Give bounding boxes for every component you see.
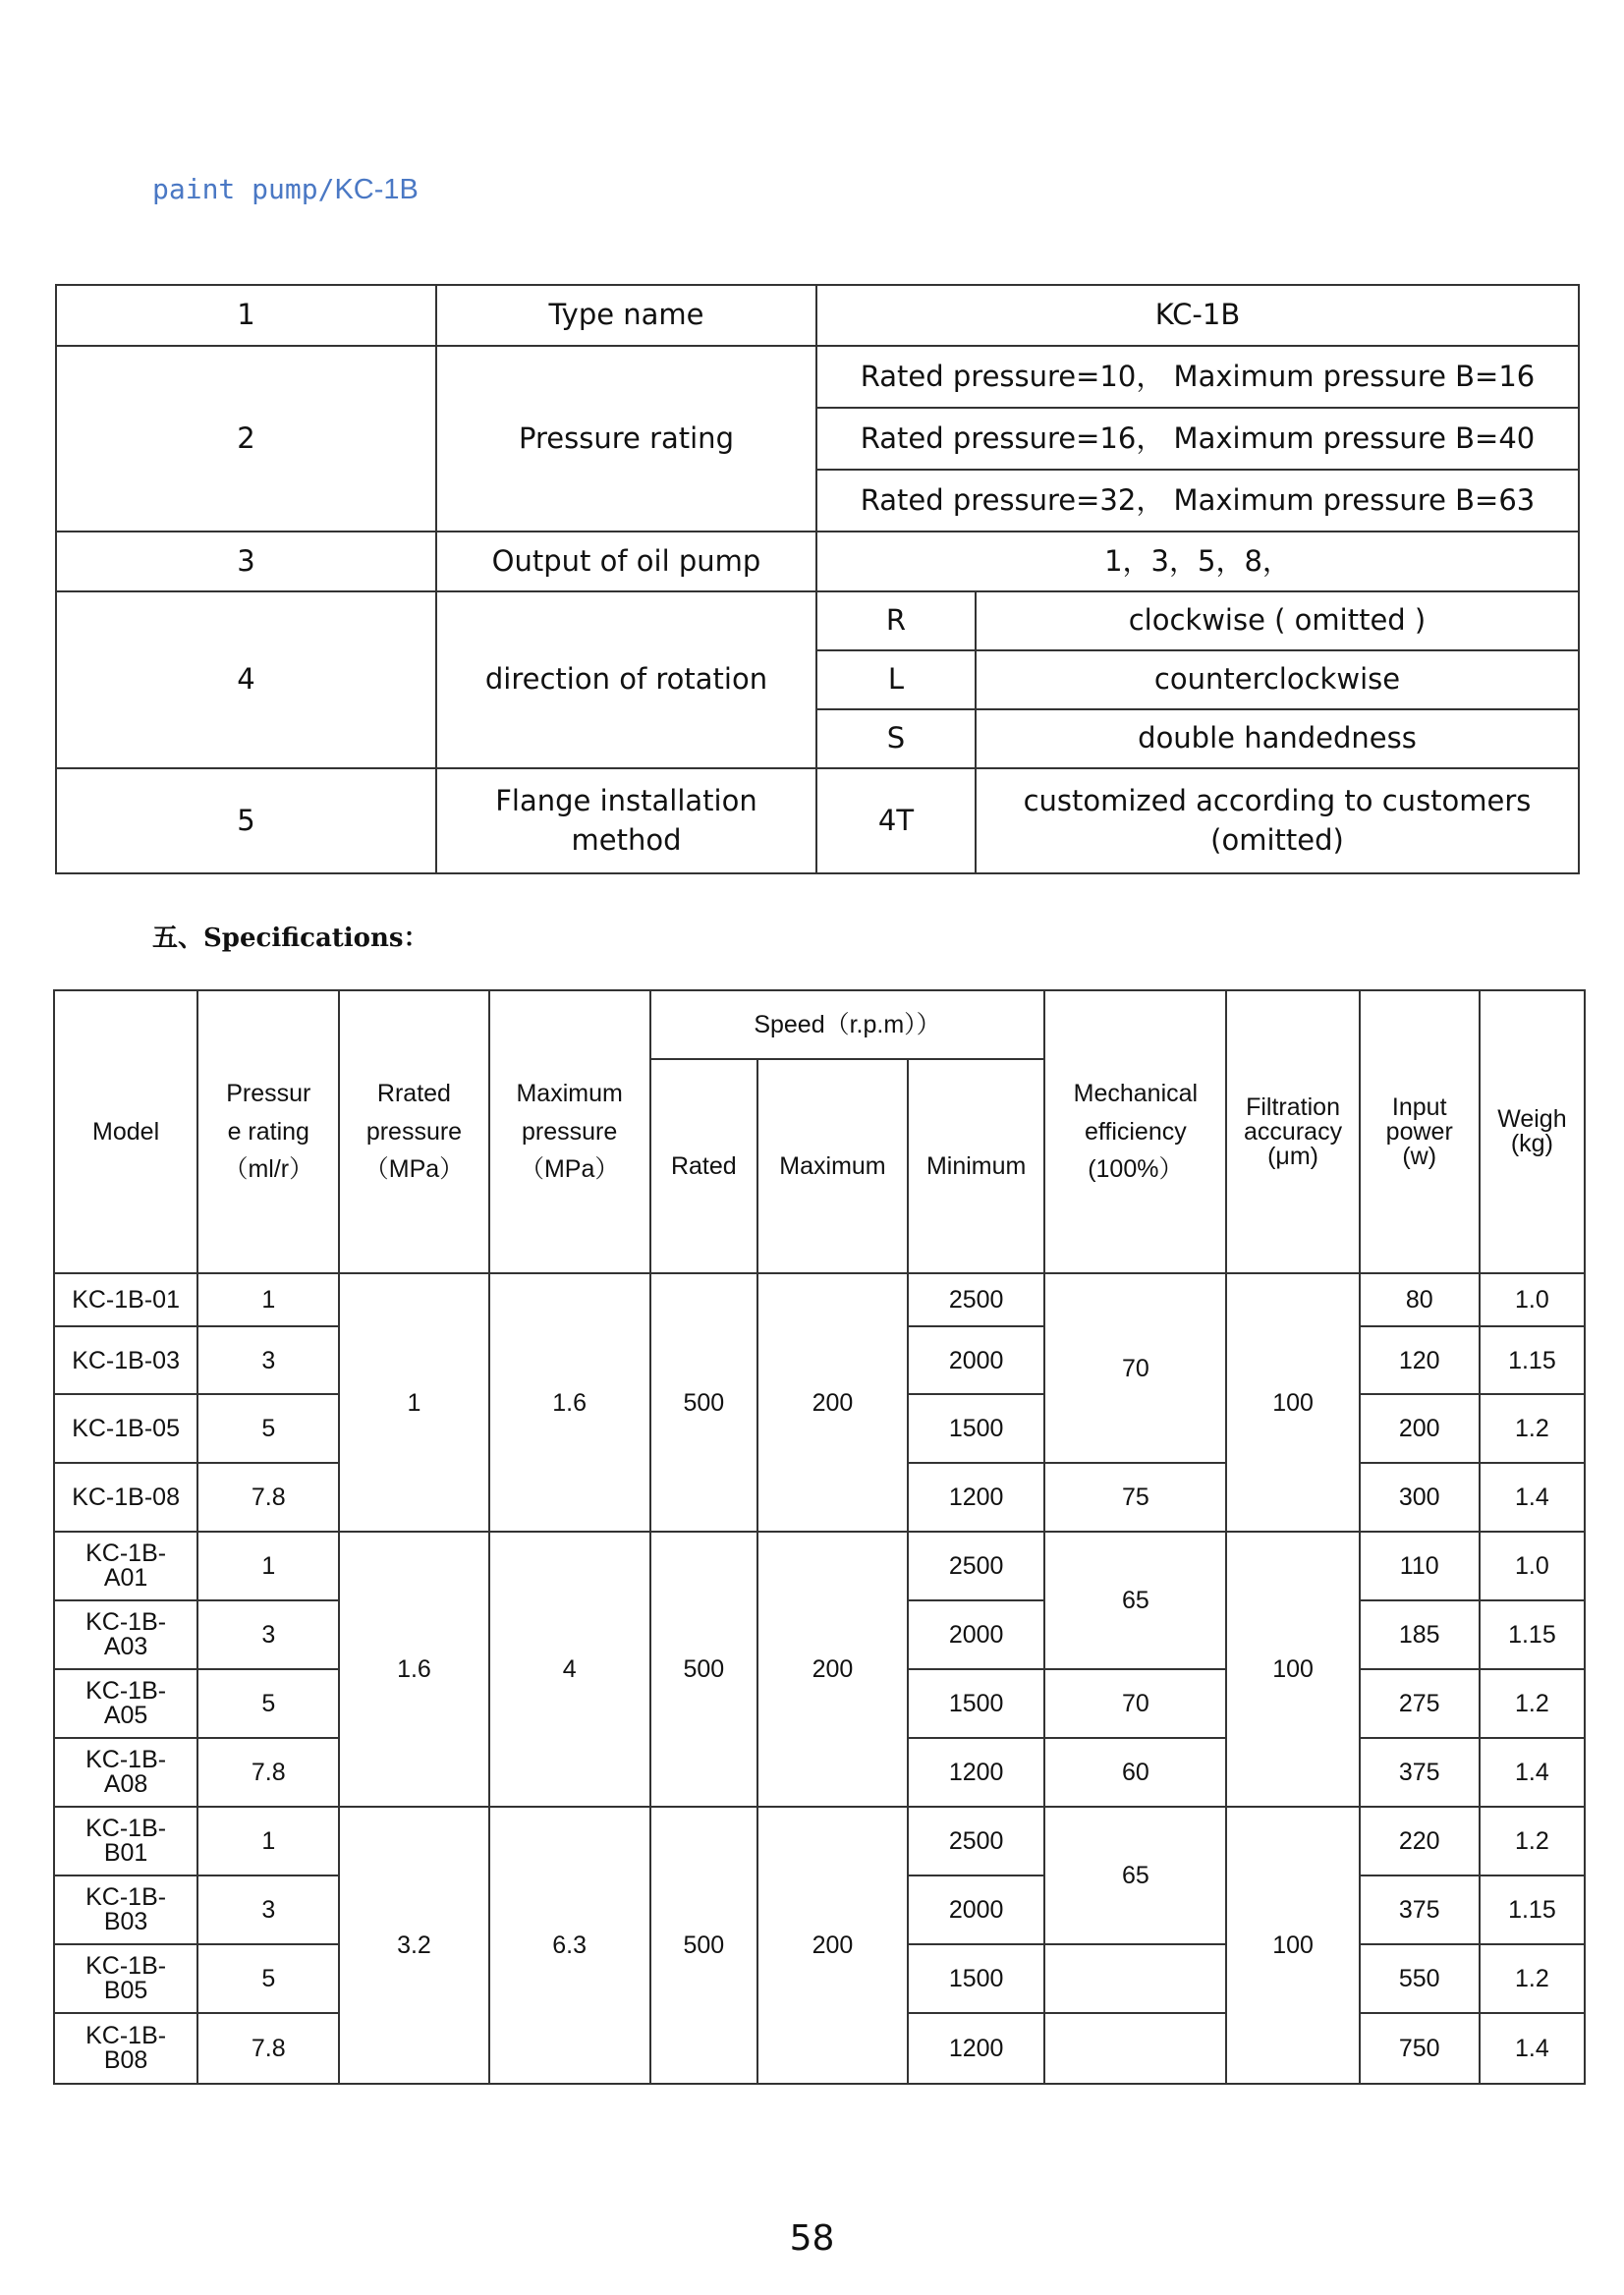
min-speed-cell: 2500 [908,1807,1044,1875]
header-line: Input [1391,1092,1447,1121]
header-speed-rated: Rated [650,1059,757,1273]
max-speed-cell: 200 [757,1273,908,1532]
page-number: 58 [789,2218,835,2259]
header-line: (kg) [1510,1130,1553,1157]
min-speed-cell: 2000 [908,1875,1044,1944]
header-line: Rrated [376,1079,451,1107]
header-line: (w) [1402,1142,1437,1170]
header-rated-pressure [339,990,488,1273]
model-cell: KC-1B-01 [54,1273,197,1326]
power-cell: 275 [1360,1669,1480,1738]
weight-cell: 1.4 [1480,1738,1585,1807]
model-line: A05 [103,1702,148,1729]
displacement-cell: 7.8 [197,1463,339,1532]
min-speed-cell: 1200 [908,2013,1044,2084]
min-speed-cell: 1500 [908,1944,1044,2013]
header-pressure-rating [197,990,339,1273]
max-speed-cell: 200 [757,1532,908,1807]
model-cell [54,1807,197,1875]
filtration-cell: 100 [1226,1532,1359,1807]
displacement-cell: 1 [197,1532,339,1600]
rated-pressure-cell: 1 [339,1273,488,1532]
table-row [56,591,1579,650]
power-cell: 750 [1360,2013,1480,2084]
header-line: Filtration [1246,1092,1340,1121]
header-filtration [1226,990,1359,1273]
model-cell: KC-1B-03 [54,1326,197,1394]
rated-speed-cell: 500 [650,1532,757,1807]
weight-cell: 1.0 [1480,1273,1585,1326]
power-cell: 300 [1360,1463,1480,1532]
weight-cell: 1.0 [1480,1532,1585,1600]
displacement-cell: 5 [197,1394,339,1463]
efficiency-cell-empty [1044,2013,1226,2084]
min-speed-cell: 2500 [908,1532,1044,1600]
header-max-pressure [489,990,650,1273]
power-cell: 200 [1360,1394,1480,1463]
weight-cell: 1.2 [1480,1394,1585,1463]
power-cell: 375 [1360,1875,1480,1944]
min-speed-cell: 1500 [908,1669,1044,1738]
rated-pressure-cell: 3.2 [339,1807,488,2084]
displacement-cell: 7.8 [197,1738,339,1807]
weight-cell: 1.4 [1480,2013,1585,2084]
table-row [56,768,1579,873]
header-line: efficiency [1084,1117,1187,1146]
power-cell: 550 [1360,1944,1480,2013]
rotation-code: S [816,709,976,768]
header-weight [1480,990,1585,1273]
header-line: （MPa） [519,1155,620,1184]
displacement-cell: 1 [197,1273,339,1326]
rotation-desc: clockwise ( omitted ) [976,591,1579,650]
model-cell [54,2013,197,2084]
rated-pressure-cell: 1.6 [339,1532,488,1807]
power-cell: 220 [1360,1807,1480,1875]
weight-cell: 1.15 [1480,1600,1585,1669]
header-line: Maximum [516,1079,623,1107]
power-cell: 120 [1360,1326,1480,1394]
filtration-cell: 100 [1226,1273,1359,1532]
model-line: B03 [103,1908,148,1935]
max-pressure-cell: 1.6 [489,1273,650,1532]
min-speed-cell: 1200 [908,1463,1044,1532]
specifications-heading: 五、Specifications： [152,924,429,953]
rotation-desc: counterclockwise [976,650,1579,709]
model-cell [54,1532,197,1600]
efficiency-cell: 70 [1044,1669,1226,1738]
header-line: （MPa） [364,1155,465,1184]
flange-desc-line2: (omitted) [1210,822,1344,857]
displacement-cell: 7.8 [197,2013,339,2084]
row-number: 5 [56,768,436,873]
row-number: 1 [56,285,436,346]
table-row [54,1532,1585,1600]
displacement-cell: 5 [197,1944,339,2013]
table-row [56,285,1579,346]
model-cell [54,1600,197,1669]
efficiency-cell: 60 [1044,1738,1226,1807]
min-speed-cell: 1500 [908,1394,1044,1463]
filtration-cell: 100 [1226,1807,1359,2084]
header-line: （ml/r） [223,1155,314,1184]
row-item: direction of rotation [436,591,816,768]
flange-desc [976,768,1579,873]
header-line: pressure [522,1117,618,1146]
header-model: Model [54,990,197,1273]
min-speed-cell: 2000 [908,1600,1044,1669]
efficiency-cell-empty [1044,1944,1226,2013]
header-line: Pressur [226,1079,311,1107]
model-line: A03 [103,1633,148,1660]
header-line: Mechanical [1073,1079,1199,1107]
min-speed-cell: 2000 [908,1326,1044,1394]
displacement-cell: 3 [197,1326,339,1394]
table-row [54,1273,1585,1326]
rotation-desc: double handedness [976,709,1579,768]
header-input-power [1360,990,1480,1273]
pressure-option: Rated pressure=16， Maximum pressure B=40 [816,408,1579,470]
power-cell: 80 [1360,1273,1480,1326]
model-line: A08 [103,1770,148,1798]
model-line: KC-1B- [85,1677,167,1705]
header-mech-efficiency [1044,990,1226,1273]
table-row [56,532,1579,591]
header-line: (100%） [1088,1155,1184,1184]
min-speed-cell: 1200 [908,1738,1044,1807]
model-line: A01 [103,1564,148,1592]
header-line: accuracy [1244,1117,1343,1146]
header-speed: Speed（r.p.m）） [650,990,1044,1059]
model-line: B05 [103,1977,148,2004]
max-speed-cell: 200 [757,1807,908,2084]
weight-cell: 1.2 [1480,1669,1585,1738]
displacement-cell: 3 [197,1600,339,1669]
header-row [54,990,1585,1059]
power-cell: 375 [1360,1738,1480,1807]
model-cell [54,1738,197,1807]
efficiency-cell: 65 [1044,1807,1226,1944]
rated-speed-cell: 500 [650,1273,757,1532]
row-number: 3 [56,532,436,591]
pressure-option: Rated pressure=10， Maximum pressure B=16 [816,346,1579,408]
model-cell: KC-1B-08 [54,1463,197,1532]
power-cell: 110 [1360,1532,1480,1600]
model-line: KC-1B- [85,1883,167,1911]
model-line: KC-1B- [85,2022,167,2049]
row-number: 2 [56,346,436,532]
max-pressure-cell: 6.3 [489,1807,650,2084]
table-row [56,346,1579,408]
efficiency-cell: 65 [1044,1532,1226,1669]
model-line: KC-1B- [85,1539,167,1567]
rated-speed-cell: 500 [650,1807,757,2084]
header-line: power [1385,1117,1453,1146]
row-item: Type name [436,285,816,346]
power-cell: 185 [1360,1600,1480,1669]
model-line: KC-1B- [85,1952,167,1980]
header-line: Weigh [1497,1105,1567,1133]
model-line: B01 [103,1839,148,1867]
row-number: 4 [56,591,436,768]
rotation-code: R [816,591,976,650]
title-model: KC-1B [334,174,419,205]
flange-desc-line1: customized according to customers [1023,784,1532,818]
rotation-code: L [816,650,976,709]
header-line: e rating [227,1117,309,1146]
weight-cell: 1.15 [1480,1326,1585,1394]
header-line: (μm) [1267,1142,1318,1170]
displacement-cell: 3 [197,1875,339,1944]
displacement-cell: 5 [197,1669,339,1738]
displacement-cell: 1 [197,1807,339,1875]
efficiency-cell: 75 [1044,1463,1226,1532]
row-item: Flange installation method [436,768,816,873]
model-cell: KC-1B-05 [54,1394,197,1463]
header-speed-maximum: Maximum [757,1059,908,1273]
model-cell [54,1875,197,1944]
max-pressure-cell: 4 [489,1532,650,1807]
model-cell [54,1944,197,2013]
header-line: pressure [365,1117,463,1146]
table-row [54,1807,1585,1875]
row-value: 1，3，5，8， [816,532,1579,591]
weight-cell: 1.15 [1480,1875,1585,1944]
header-speed-minimum: Minimum [908,1059,1044,1273]
document-title [152,173,419,206]
flange-code: 4T [816,768,976,873]
model-line: KC-1B- [85,1746,167,1773]
weight-cell: 1.2 [1480,1944,1585,2013]
weight-cell: 1.4 [1480,1463,1585,1532]
title-prefix: paint pump/ [152,173,335,205]
row-value: KC-1B [816,285,1579,346]
type-designation-table [55,284,1580,874]
weight-cell: 1.2 [1480,1807,1585,1875]
model-line: KC-1B- [85,1608,167,1636]
model-line: B08 [103,2046,148,2074]
efficiency-cell: 70 [1044,1273,1226,1463]
pressure-option: Rated pressure=32， Maximum pressure B=63 [816,470,1579,532]
specifications-table [53,989,1586,2085]
min-speed-cell: 2500 [908,1273,1044,1326]
row-item: Pressure rating [436,346,816,532]
row-item: Output of oil pump [436,532,816,591]
model-cell [54,1669,197,1738]
model-line: KC-1B- [85,1815,167,1842]
